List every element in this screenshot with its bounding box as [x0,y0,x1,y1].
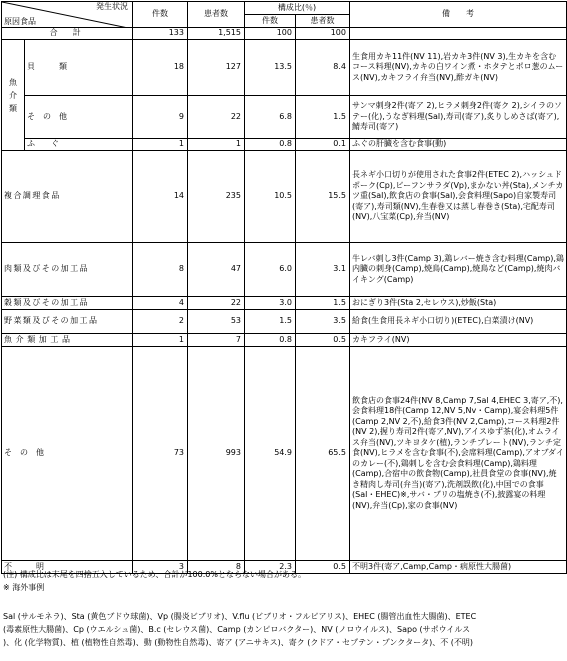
fish-group-label [2,40,25,151]
ratio-patients-cell: 3.5 [296,310,350,334]
total-remark [350,28,567,40]
remark-cell: カキフライ(NV) [350,334,567,347]
note-rounding: (注) 構成比は末尾を四捨五入しているため、合計が100.0%とならない場合がある。 [3,570,306,579]
header-situation: 発生状況 [96,2,128,11]
remark-cell: おにぎり3件(Sta 2,セレウス),炒飯(Sta) [350,297,567,310]
total-row [2,28,567,40]
header-remarks: 備 考 [350,2,567,28]
patients-cell: 8 [188,561,245,574]
ratio-patients-cell: 0.1 [296,139,350,151]
cases-cell: 1 [133,334,188,347]
cases-cell: 1 [133,139,188,151]
remark-cell: ふぐの肝臓を含む食事(動) [350,139,567,151]
remark-cell: 長ネギ小口切りが使用された食事2件(ETEC 2),ハッシュドポーク(Cp),ビーフンサラダ(Vp),まかない丼(Sta),メンチカツ重(Sal),飲食店の食事(Sal),会食料理(Sapo)自家製寿司(寄ア),寿司類(NV),生春巻又は蒸し春巻き(Sta),宅配寿司(NV),八宝菜(Cp),弁当(NV) [350,151,567,243]
ratio-patients-cell: 8.4 [296,40,350,96]
cases-cell: 14 [133,151,188,243]
ratio-patients-cell: 1.5 [296,96,350,139]
food-poisoning-table [1,1,567,574]
table-row [2,151,567,243]
ratio-cases-cell: 54.9 [245,347,296,561]
ratio-patients-cell: 15.5 [296,151,350,243]
category-unknown: 不 明 [2,561,133,574]
fish-group-text: 魚 介 類 [9,77,17,113]
patients-cell: 127 [188,40,245,96]
remark-cell: サンマ刺身2件(寄ア 2),ヒラメ刺身2件(寄ク 2),シイラのソテー(化),うなぎ料理(Sal),寿司(寄ア),炙りしめさば(寄ア),鯖寿司(寄ア) [350,96,567,139]
ratio-cases-cell: 1.5 [245,310,296,334]
table-row [2,139,567,151]
remark-cell: 飲食店の食事24件(NV 8,Camp 7,Sal 4,EHEC 3,寄ア,不),会食料理18件(Camp 12,NV 5,Nv・Camp),宴会料理5件(Camp 2,NV 2,不),給食3件(NV 2,Camp),コース料理2件(NV 2),握り寿司2件(寄ア,NV),アイスゆず茶(化),オムライス弁当(NV),ツキヨタケ(植),ランチプレート(NV),ランチ定食(NV),ヒラメを含む食事(不),会席料理(Camp),アオブダイのカレー(不),鶏刺しを含む会食料理(Camp),鶏料理(Camp),合宿中の飲食物(Camp),社員食堂の食事(NV),焼き精肉し寿司(弁当)(寄ア),洗剤誤飲(化),中国での食事(Sal・EHEC)※,サバ・ブリの塩焼き(不),披露宴の料理(NV),弁当(Cp),家の食事(NV) [350,347,567,561]
ratio-patients-cell: 0.5 [296,334,350,347]
remark-cell: 生食用カキ11件(NV 11),岩カキ3件(NV 3),生カキを含むコース料理(NV),カキの白ワイン煮・ホタテとポロ葱のムース(NV),カキフライ弁当(NV),酢ガキ(NV) [350,40,567,96]
patients-cell: 22 [188,96,245,139]
patients-cell: 22 [188,297,245,310]
ratio-cases-cell: 0.8 [245,334,296,347]
ratio-patients-cell: 3.1 [296,243,350,297]
ratio-cases-cell: 10.5 [245,151,296,243]
header-ratio-patients: 患者数 [296,15,350,28]
cases-cell: 8 [133,243,188,297]
note-overseas: ※ 海外事例 [3,583,45,592]
category-meat: 肉類及びその加工品 [2,243,133,297]
cases-cell: 4 [133,297,188,310]
header-ratio: 構成比(％) [245,2,350,15]
cases-cell: 18 [133,40,188,96]
table-row [2,334,567,347]
category-shellfish: 貝 類 [25,40,133,96]
ratio-cases-cell: 6.0 [245,243,296,297]
header-diagonal-cell [2,2,133,28]
total-ratio-patients: 100 [296,28,350,40]
ratio-patients-cell: 0.5 [296,561,350,574]
category-fish-processed: 魚介類加工品 [2,334,133,347]
ratio-cases-cell: 3.0 [245,297,296,310]
patients-cell: 53 [188,310,245,334]
ratio-cases-cell: 6.8 [245,96,296,139]
table-row [2,243,567,297]
header-patients: 患者数 [188,2,245,28]
total-cases: 133 [133,28,188,40]
ratio-patients-cell: 65.5 [296,347,350,561]
category-vegetable: 野菜類及びその加工品 [2,310,133,334]
remark-cell: 牛レバ刺し3件(Camp 3),鶏レバー焼き含む料理(Camp),鶏内臓の刺身(Camp),焼鳥(Camp),焼鳥など(Camp),焼肉バイキング(Camp) [350,243,567,297]
patients-cell: 1 [188,139,245,151]
patients-cell: 993 [188,347,245,561]
patients-cell: 47 [188,243,245,297]
table-row [2,310,567,334]
food-poisoning-table-sheet [1,1,567,574]
header-food: 原因食品 [4,16,36,26]
category-grain: 穀類及びその加工品 [2,297,133,310]
total-label: 合 計 [2,28,133,40]
cases-cell: 9 [133,96,188,139]
remark-cell: 給食(生食用長ネギ小口切り)(ETEC),白菜漬け(NV) [350,310,567,334]
cases-cell: 2 [133,310,188,334]
ratio-cases-cell: 2.3 [245,561,296,574]
category-complex: 複合調理食品 [2,151,133,243]
legend-line-1: Sal (サルモネラ)、Sta (黄色ブドウ球菌)、Vp (腸炎ビブリオ)、V.flu (ビブリオ・フルビアリス)、EHEC (腸管出血性大腸菌)、ETEC [3,612,477,621]
table-row [2,96,567,139]
category-fugu: ふ ぐ [25,139,133,151]
ratio-patients-cell: 1.5 [296,297,350,310]
header-ratio-cases: 件数 [245,15,296,28]
remark-cell: 不明3件(寄ア,Camp,Camp・病原性大腸菌) [350,561,567,574]
ratio-cases-cell: 13.5 [245,40,296,96]
header-cases: 件数 [133,2,188,28]
table-row [2,347,567,561]
category-fish-other: そ の 他 [25,96,133,139]
cases-cell: 3 [133,561,188,574]
total-ratio-cases: 100 [245,28,296,40]
table-row [2,40,567,96]
table-row [2,297,567,310]
cases-cell: 73 [133,347,188,561]
patients-cell: 7 [188,334,245,347]
legend-line-2: (毒素原性大腸菌)、Cp (ウエルシュ菌)、B.c (セレウス菌)、Camp (カンピロバクター)、NV (ノロウイルス)、Sapo (サポウイルス [3,625,471,634]
patients-cell: 235 [188,151,245,243]
legend-line-3: )、化 (化学物質)、植 (植物性自然毒)、動 (動物性自然毒)、寄ア (アニサキス)、寄ク (クドア・セプテン・プンクタータ)、不 (不明) [3,638,473,647]
total-patients: 1,515 [188,28,245,40]
category-other: そ の 他 [2,347,133,561]
ratio-cases-cell: 0.8 [245,139,296,151]
